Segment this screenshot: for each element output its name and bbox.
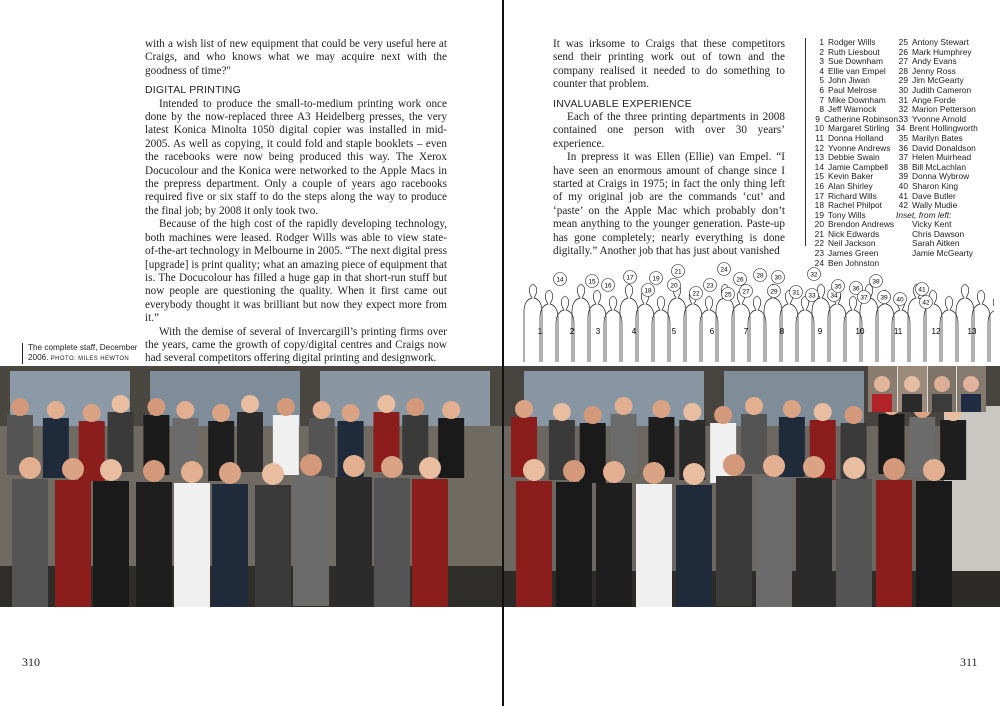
person-name: Mark Humphrey: [912, 46, 972, 57]
key-number: 6: [709, 327, 715, 336]
person-figure: [293, 476, 329, 606]
body-paragraph: Because of the high cost of the rapidly developing technology, both machines were leased. Rodger Wills was able to view state-of-the-art technology in Melbourne in 2005. “The next digital press [upgrade] is print quality; what an amazing piece of equipment that is. The Docucolour has filled a huge gap in that short-run stuff but now people are questioning the quality. When it first came out everybody thought it was brilliant but now they expect more from it.”: [145, 218, 447, 325]
key-number: 42: [922, 299, 930, 307]
name-number: 4: [819, 65, 824, 76]
name-number: 34: [896, 123, 906, 134]
person-name: Sharon King: [912, 180, 959, 191]
body-paragraph: Intended to produce the small-to-medium printing work once done by the now-replaced three A3 Heidelberg presses, the very latest Konica Minolta 1050 digital copier was installed in mid-2005. As well as copying, it could fold and staple booklets – even the racebooks were now being produced this way. The Xerox Docucolour and the Konica were networked to the Apple Macs in the prepress department. Only a couple of years ago racebooks required five or six staff to do the steps along the way to produce the final job; by 2008 it only took two.: [145, 97, 447, 217]
person-figure: [796, 478, 832, 607]
person-name: Donna Holland: [828, 132, 884, 143]
name-number: 3: [819, 56, 824, 67]
person-head: [683, 463, 705, 485]
key-number: 10: [855, 327, 865, 336]
key-number: 27: [742, 288, 750, 296]
person-head: [262, 463, 284, 485]
name-list-rule: [805, 38, 806, 246]
person-name: Yvonne Arnold: [912, 113, 967, 124]
inset-name: Chris Dawson: [912, 228, 965, 239]
body-paragraph: with a wish list of new equipment that could be very useful here at Craigs, and who knows what we may acquire next with the goodness of time?": [145, 38, 447, 77]
key-number: 29: [770, 288, 778, 296]
key-silhouette: [748, 296, 766, 362]
right-text-column: [553, 38, 785, 259]
person-name: Catherine Robinson: [823, 113, 898, 124]
key-number: 2: [569, 327, 575, 336]
left-text-column: [145, 38, 447, 366]
key-number: 1: [537, 327, 543, 336]
person-figure: [93, 481, 129, 607]
person-name: Debbie Swain: [828, 152, 880, 163]
person-head: [515, 400, 533, 418]
key-silhouette: [588, 290, 606, 362]
person-figure: [12, 479, 48, 607]
person-head: [814, 403, 832, 421]
key-number: 26: [736, 276, 744, 284]
person-figure: [596, 483, 632, 607]
name-number: 29: [898, 75, 908, 86]
key-number: 17: [626, 274, 634, 282]
key-number: 41: [918, 286, 926, 294]
name-number: 19: [814, 209, 824, 220]
person-name: Bill McLachlan: [912, 161, 966, 172]
name-number: 12: [814, 142, 824, 153]
person-head: [763, 455, 785, 477]
person-head: [313, 401, 331, 419]
person-name: David Donaldson: [912, 142, 976, 153]
key-silhouette: [524, 284, 542, 362]
body-paragraph: Each of the three printing departments in 2008 contained one person with over 30 years’ experience.: [553, 111, 785, 150]
person-name: Judith Cameron: [912, 84, 972, 95]
person-head: [584, 406, 602, 424]
person-head: [442, 401, 460, 419]
person-head: [83, 404, 101, 422]
key-number: 30: [774, 274, 782, 282]
key-silhouette: [956, 284, 974, 362]
person-head: [147, 398, 165, 416]
key-number: 13: [967, 327, 977, 336]
key-number: 15: [588, 278, 596, 286]
person-name: Yvonne Andrews: [828, 142, 891, 153]
person-name: Alan Shirley: [828, 180, 873, 191]
key-silhouette: [620, 284, 638, 362]
person-name: Wally Mudie: [912, 200, 958, 211]
person-figure: [438, 418, 464, 478]
key-number: 19: [652, 275, 660, 283]
staff-photo-left: [0, 366, 502, 607]
name-number: 23: [814, 248, 824, 259]
person-head: [47, 401, 65, 419]
person-head: [377, 395, 395, 413]
section-heading: INVALUABLE EXPERIENCE: [553, 97, 692, 110]
key-number: 7: [743, 327, 749, 336]
person-head: [381, 456, 403, 478]
name-number: 13: [814, 152, 824, 163]
person-figure: [55, 480, 91, 607]
key-number: 23: [706, 282, 714, 290]
person-head: [11, 398, 29, 416]
person-figure: [174, 483, 210, 607]
person-figure: [876, 480, 912, 607]
name-number: 31: [898, 94, 908, 105]
person-head: [883, 458, 905, 480]
person-name: Sue Downham: [828, 56, 883, 67]
name-number: 30: [898, 84, 908, 95]
caption-text: The complete staff, December 2006.: [28, 343, 138, 362]
name-number: 6: [819, 84, 824, 95]
key-number: 40: [896, 296, 904, 304]
photo-caption: [22, 343, 148, 364]
person-name: Richard Wills: [828, 190, 877, 201]
body-paragraph: With the demise of several of Invercargill’s printing firms over the years, came the growth of copy/digital centres and Craigs now had several competitors offering digital printing and designwork.: [145, 325, 447, 365]
key-number: 21: [674, 268, 682, 276]
person-head: [553, 403, 571, 421]
name-list-1-24: [812, 38, 898, 268]
key-number: 9: [817, 327, 823, 336]
person-head: [714, 406, 732, 424]
name-number: 41: [898, 190, 908, 201]
person-name: Nick Edwards: [828, 228, 880, 239]
person-figure: [916, 481, 952, 607]
person-name: Helen Muirhead: [912, 152, 972, 163]
name-number: 18: [814, 200, 824, 211]
name-number: 33: [898, 113, 908, 124]
person-name: Antony Stewart: [912, 37, 969, 47]
name-number: 35: [898, 132, 908, 143]
person-name: Donna Wybrow: [912, 171, 970, 182]
person-head: [300, 454, 322, 476]
person-name: Ben Johnston: [828, 257, 880, 268]
person-name: Jenny Ross: [912, 65, 956, 76]
inset-name: Sarah Aitken: [912, 238, 960, 249]
person-figure: [556, 482, 592, 607]
key-number: 11: [893, 327, 903, 336]
name-number: 36: [898, 142, 908, 153]
name-number: 14: [814, 161, 824, 172]
person-head: [241, 395, 259, 413]
name-number: 25: [898, 37, 908, 47]
name-number: 26: [898, 46, 908, 57]
person-name: Rachel Philpot: [828, 200, 883, 211]
person-name: Andy Evans: [912, 56, 957, 67]
person-head: [843, 457, 865, 479]
name-list-25-42: [896, 38, 976, 259]
person-head: [652, 400, 670, 418]
person-figure: [374, 478, 410, 607]
person-head: [62, 458, 84, 480]
identification-key: [514, 262, 994, 362]
person-name: Marion Petterson: [912, 104, 976, 115]
key-silhouette: [537, 290, 558, 362]
person-head: [783, 400, 801, 418]
key-number: 4: [631, 327, 637, 336]
person-figure: [516, 481, 552, 607]
person-figure: [336, 477, 372, 607]
name-number: 17: [814, 190, 824, 201]
key-number: 28: [756, 272, 764, 280]
person-figure: [756, 477, 792, 607]
name-number: 8: [819, 104, 824, 115]
key-silhouette: [652, 296, 670, 362]
key-number: 14: [556, 276, 564, 284]
inset-name: Vicky Kent: [912, 219, 952, 230]
person-name: Ellie van Empel: [828, 65, 886, 76]
person-figure: [136, 482, 172, 607]
inset-heading: Inset, from left:: [896, 209, 952, 220]
name-number: 27: [898, 56, 908, 67]
person-name: Kevin Baker: [828, 171, 874, 182]
key-silhouette: [780, 290, 798, 362]
person-name: Paul Melrose: [828, 84, 877, 95]
name-number: 21: [814, 228, 824, 239]
name-number: 32: [898, 104, 908, 115]
person-figure: [255, 485, 291, 607]
person-head: [523, 459, 545, 481]
person-name: Marilyn Bates: [912, 132, 963, 143]
body-paragraph: It was irksome to Craigs that these competitors send their printing work out of town and the company realised it needed to do something to counter that problem.: [553, 38, 785, 91]
person-name: Tony Wills: [828, 209, 866, 220]
person-head: [643, 462, 665, 484]
name-number: 5: [819, 75, 824, 86]
name-number: 22: [814, 238, 824, 249]
person-head: [112, 395, 130, 413]
person-head: [563, 460, 585, 482]
staff-photo-left-image: [0, 366, 502, 607]
person-figure: [412, 479, 448, 607]
person-name: John Jiwan: [828, 75, 870, 86]
key-silhouette: [972, 290, 990, 362]
person-head: [212, 404, 230, 422]
key-silhouette: [940, 296, 958, 362]
name-number: 10: [814, 123, 824, 134]
key-number: 34: [830, 292, 838, 300]
name-number: 7: [819, 94, 824, 105]
person-name: Ange Forde: [912, 94, 956, 105]
person-name: Jamie Campbell: [828, 161, 889, 172]
key-silhouette: [569, 284, 590, 362]
key-number: 36: [852, 285, 860, 293]
key-number: 31: [792, 289, 800, 297]
person-figure: [836, 479, 872, 607]
name-number: 15: [814, 171, 824, 182]
key-silhouette: [684, 290, 702, 362]
inset-portraits: [868, 366, 986, 412]
name-number: 24: [814, 257, 824, 268]
name-number: 2: [819, 46, 824, 57]
key-number: 39: [880, 294, 888, 302]
body-paragraph: In prepress it was Ellen (Ellie) van Empel. “I have seen an enormous amount of change since I started at Craigs in 1975; in fact the only thing left of my original job are the commands ‘cut’ and ‘paste’ on the Apple Mac which probably don’t mean anything to the younger generation. Paste-up has gone completely; nearly everything is done digitally.” Another job that has just about vanished: [553, 151, 785, 258]
person-name: Brent Hollingworth: [909, 123, 978, 134]
key-number: 25: [724, 291, 732, 299]
person-name: Mike Downham: [828, 94, 886, 105]
person-head: [342, 404, 360, 422]
person-head: [176, 401, 194, 419]
name-number: 16: [814, 180, 824, 191]
person-head: [723, 454, 745, 476]
person-name: Dave Butler: [912, 190, 956, 201]
page-number-left: 310: [22, 655, 40, 669]
name-number: 37: [898, 152, 908, 163]
person-head: [845, 406, 863, 424]
key-number: 5: [671, 327, 677, 336]
person-name: Jeff Warnock: [828, 104, 877, 115]
name-number: 40: [898, 180, 908, 191]
name-number: 28: [898, 65, 908, 76]
person-head: [143, 460, 165, 482]
person-figure: [676, 485, 712, 607]
key-number: 32: [810, 271, 818, 279]
person-figure: [237, 412, 263, 472]
key-number: 38: [872, 278, 880, 286]
key-silhouette: [636, 287, 654, 362]
person-head: [19, 457, 41, 479]
person-head: [683, 403, 701, 421]
person-name: Brendon Andrews: [828, 219, 895, 230]
person-head: [923, 459, 945, 481]
person-name: Ruth Liesbout: [828, 46, 880, 57]
person-head: [419, 457, 441, 479]
person-head: [277, 398, 295, 416]
name-number: 9: [815, 113, 820, 124]
key-number: 35: [834, 283, 842, 291]
person-head: [615, 397, 633, 415]
key-number: 22: [692, 290, 700, 298]
person-figure: [636, 484, 672, 607]
key-number: 12: [931, 327, 941, 336]
key-silhouette: [908, 284, 926, 362]
key-number: 3: [595, 327, 601, 336]
person-head: [603, 461, 625, 483]
person-name: Jim McGearty: [912, 75, 964, 86]
person-name: Margaret Stirling: [828, 123, 890, 134]
name-number: 42: [898, 200, 908, 211]
key-number: 24: [720, 266, 728, 274]
page-number-right: 311: [960, 655, 978, 669]
name-number: 39: [898, 171, 908, 182]
key-silhouette: [988, 296, 994, 362]
person-head: [406, 398, 424, 416]
key-silhouette: [604, 296, 622, 362]
key-number: 18: [644, 287, 652, 295]
photo-credit: PHOTO: MILES HEWTON: [50, 356, 130, 362]
inset-name: Jamie McGearty: [912, 248, 973, 259]
inset-portraits-image: [868, 366, 986, 412]
person-head: [343, 455, 365, 477]
name-number: 1: [819, 37, 824, 47]
key-number: 37: [860, 294, 868, 302]
person-head: [219, 462, 241, 484]
person-figure: [716, 476, 752, 606]
key-number: 20: [670, 282, 678, 290]
key-silhouette: [668, 284, 686, 362]
key-number: 16: [604, 282, 612, 290]
person-name: James Green: [828, 248, 879, 259]
name-number: 20: [814, 219, 824, 230]
person-name: Rodger Wills: [828, 37, 876, 47]
key-number: 33: [808, 292, 816, 300]
person-head: [100, 459, 122, 481]
person-head: [803, 456, 825, 478]
section-heading: DIGITAL PRINTING: [145, 84, 241, 97]
person-head: [745, 397, 763, 415]
key-silhouette: [796, 296, 814, 362]
key-number: 8: [779, 327, 785, 336]
name-number: 11: [815, 132, 824, 143]
key-silhouette: [732, 290, 750, 362]
person-head: [181, 461, 203, 483]
person-name: Neil Jackson: [828, 238, 876, 249]
name-number: 38: [898, 161, 908, 172]
person-figure: [212, 484, 248, 607]
